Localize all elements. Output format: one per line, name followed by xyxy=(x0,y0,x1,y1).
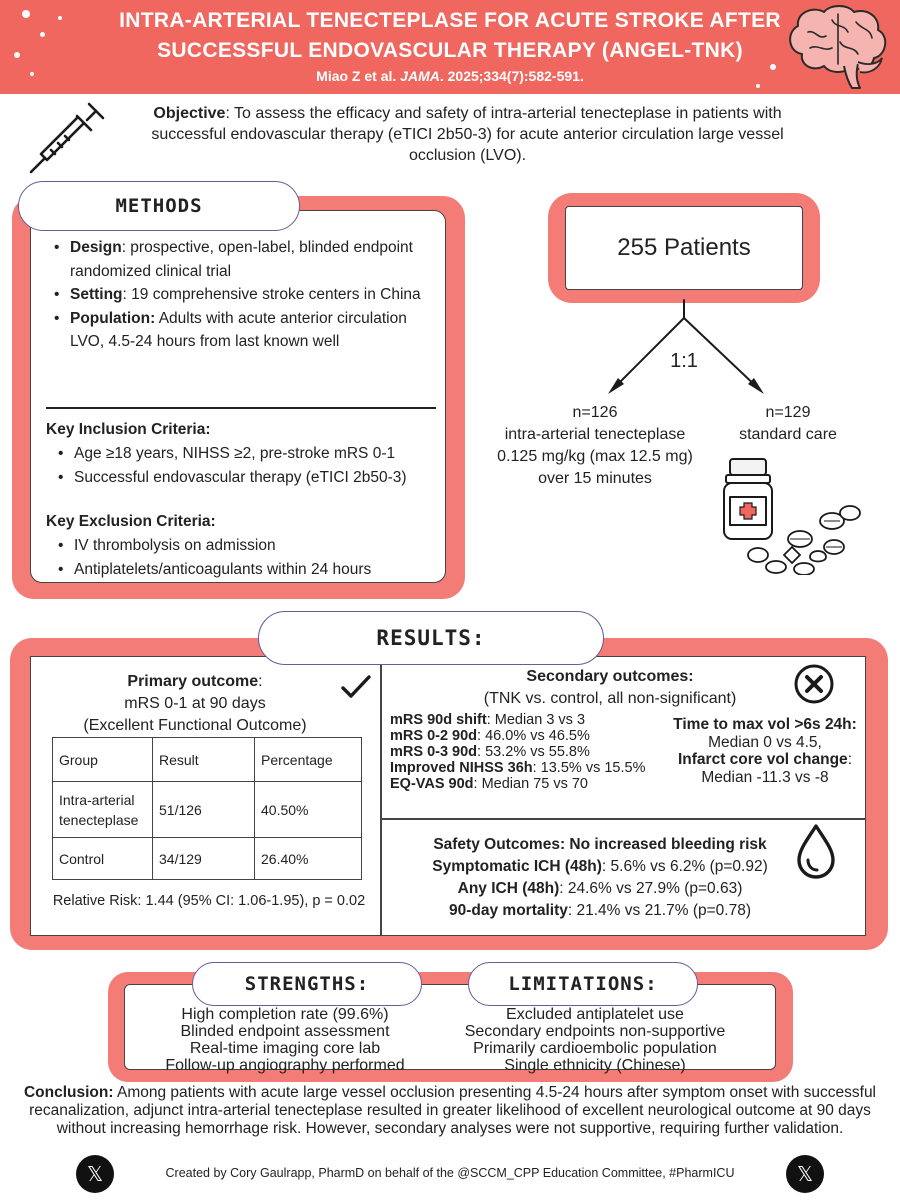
inclusion-item: • Age ≥18 years, NIHSS ≥2, pre-stroke mRS 0-1 xyxy=(54,442,446,466)
x-social-icon[interactable]: 𝕏 xyxy=(76,1155,114,1193)
results-divider-horizontal xyxy=(380,818,866,820)
table-cell: 40.50% xyxy=(255,782,362,838)
list-item: Follow-up angiography performed xyxy=(165,1057,405,1074)
inclusion-item: • Successful endovascular therapy (eTICI 2b50-3) xyxy=(54,466,446,490)
table-row xyxy=(53,782,362,838)
list-item: Secondary endpoints non-supportive xyxy=(464,1023,726,1040)
secondary-outcomes-list xyxy=(390,712,680,792)
brain-icon xyxy=(782,2,894,92)
table-header-row xyxy=(53,738,362,782)
pills-icon xyxy=(720,455,870,575)
exclusion-item: • Antiplatelets/anticoagulants within 24 hours xyxy=(54,558,446,582)
limitations-heading: LIMITATIONS: xyxy=(468,962,698,1006)
list-item: Blinded endpoint assessment xyxy=(180,1023,390,1040)
safety-outcomes xyxy=(400,834,800,922)
list-item: Symptomatic ICH (48h): 5.6% vs 6.2% (p=0.92) xyxy=(432,858,768,875)
x-social-icon[interactable]: 𝕏 xyxy=(786,1155,824,1193)
table-cell: 51/126 xyxy=(153,782,255,838)
secondary-outcomes-header: Secondary outcomes: (TNK vs. control, all non-significant) xyxy=(483,668,737,707)
randomization-ratio: 1:1 xyxy=(670,350,698,372)
list-item: Excluded antiplatelet use xyxy=(506,1006,684,1023)
list-item: Real-time imaging core lab xyxy=(189,1040,381,1057)
list-item: 90-day mortality: 21.4% vs 21.7% (p=0.78) xyxy=(449,902,751,919)
inclusion-criteria xyxy=(46,418,446,490)
list-item: Any ICH (48h): 24.6% vs 27.9% (p=0.63) xyxy=(457,880,743,897)
exclusion-criteria xyxy=(46,510,446,582)
list-item: Primarily cardioembolic population xyxy=(473,1040,717,1057)
table-row xyxy=(53,838,362,880)
table-header-cell: Percentage xyxy=(255,738,362,782)
list-item: Single ethnicity (Chinese) xyxy=(504,1057,686,1074)
citation: Miao Z et al. JAMA. 2025;334(7):582-591. xyxy=(316,68,584,84)
page-title: INTRA-ARTERIAL TENECTEPLASE FOR ACUTE STROKE AFTER SUCCESSFUL ENDOVASCULAR THERAPY (ANGEL-TNK) xyxy=(119,9,781,62)
results-divider-vertical xyxy=(380,656,382,936)
list-item: mRS 90d shift: Median 3 vs 3 xyxy=(390,712,586,728)
table-cell: Intra-arterial tenecteplase xyxy=(53,782,153,838)
x-circle-icon xyxy=(793,663,835,705)
results-heading: RESULTS: xyxy=(258,611,604,665)
exclusion-heading: Key Exclusion Criteria: xyxy=(46,513,216,530)
table-header-cell: Result xyxy=(153,738,255,782)
syringe-icon xyxy=(25,100,107,176)
methods-item-design: • Design: prospective, open-label, blinded endpoint randomized clinical trial xyxy=(50,236,440,283)
footer-credit: Created by Cory Gaulrapp, PharmD on behalf of the @SCCM_CPP Education Committee, #PharmICU xyxy=(165,1166,735,1180)
patients-total: 255 Patients xyxy=(565,206,803,290)
blood-drop-icon xyxy=(795,822,837,880)
randomization-arrows xyxy=(600,298,800,398)
objective-text: Objective: To assess the efficacy and safety of intra-arterial tenecteplase in patients with successful endovascular therapy (eTICI 2b50-3) for acute anterior circulation large vessel occlusion (LVO). xyxy=(151,105,784,164)
exclusion-item: • IV thrombolysis on admission xyxy=(54,534,446,558)
limitations-list xyxy=(432,1006,758,1074)
methods-item-population: • Population: Adults with acute anterior circulation LVO, 4.5-24 hours from last known well xyxy=(50,307,440,354)
table-header-cell: Group xyxy=(53,738,153,782)
arm-tenecteplase: n=126 intra-arterial tenecteplase 0.125 mg/kg (max 12.5 mg) over 15 minutes xyxy=(480,402,710,490)
list-item: High completion rate (99.6%) xyxy=(181,1006,389,1023)
safety-heading: Safety Outcomes: No increased bleeding risk xyxy=(433,836,767,853)
arm2-n: n=129 xyxy=(765,404,811,421)
arm1-n: n=126 xyxy=(572,404,618,421)
primary-outcome-table xyxy=(52,737,362,880)
conclusion-text: Conclusion: Among patients with acute large vessel occlusion presenting 4.5-24 hours after symptom onset with successful recanalization, adjunct intra-arterial tenecteplase resulted in greater likelihood of excellent neurological outcome at 90 days without increasing hemorrhage risk. However, secondary analyses were not supportive, requiring further validation. xyxy=(23,1084,877,1137)
methods-heading: METHODS xyxy=(18,181,300,231)
methods-divider xyxy=(46,407,436,409)
methods-item-setting: • Setting: 19 comprehensive stroke centers in China xyxy=(50,283,440,307)
list-item: mRS 0-2 90d: 46.0% vs 46.5% xyxy=(390,728,590,744)
table-cell: 26.40% xyxy=(255,838,362,880)
secondary-outcomes-imaging: Time to max vol >6s 24h: Median 0 vs 4.5, Infarct core vol change: Median -11.3 vs -8 xyxy=(673,716,857,786)
strengths-list xyxy=(140,1006,430,1074)
arm-standard-care: n=129 standard care xyxy=(718,402,858,446)
inclusion-heading: Key Inclusion Criteria: xyxy=(46,421,211,438)
table-cell: 34/129 xyxy=(153,838,255,880)
list-item: Improved NIHSS 36h: 13.5% vs 15.5% xyxy=(390,760,646,776)
checkmark-icon xyxy=(340,674,372,700)
list-item: mRS 0-3 90d: 53.2% vs 55.8% xyxy=(390,744,590,760)
table-cell: Control xyxy=(53,838,153,880)
list-item: EQ-VAS 90d: Median 75 vs 70 xyxy=(390,776,588,792)
primary-outcome: Primary outcome: mRS 0-1 at 90 days (Excellent Functional Outcome) xyxy=(83,673,307,734)
methods-list xyxy=(50,236,440,354)
relative-risk: Relative Risk: 1.44 (95% CI: 1.06-1.95), p = 0.02 xyxy=(52,893,366,909)
strengths-heading: STRENGTHS: xyxy=(192,962,422,1006)
